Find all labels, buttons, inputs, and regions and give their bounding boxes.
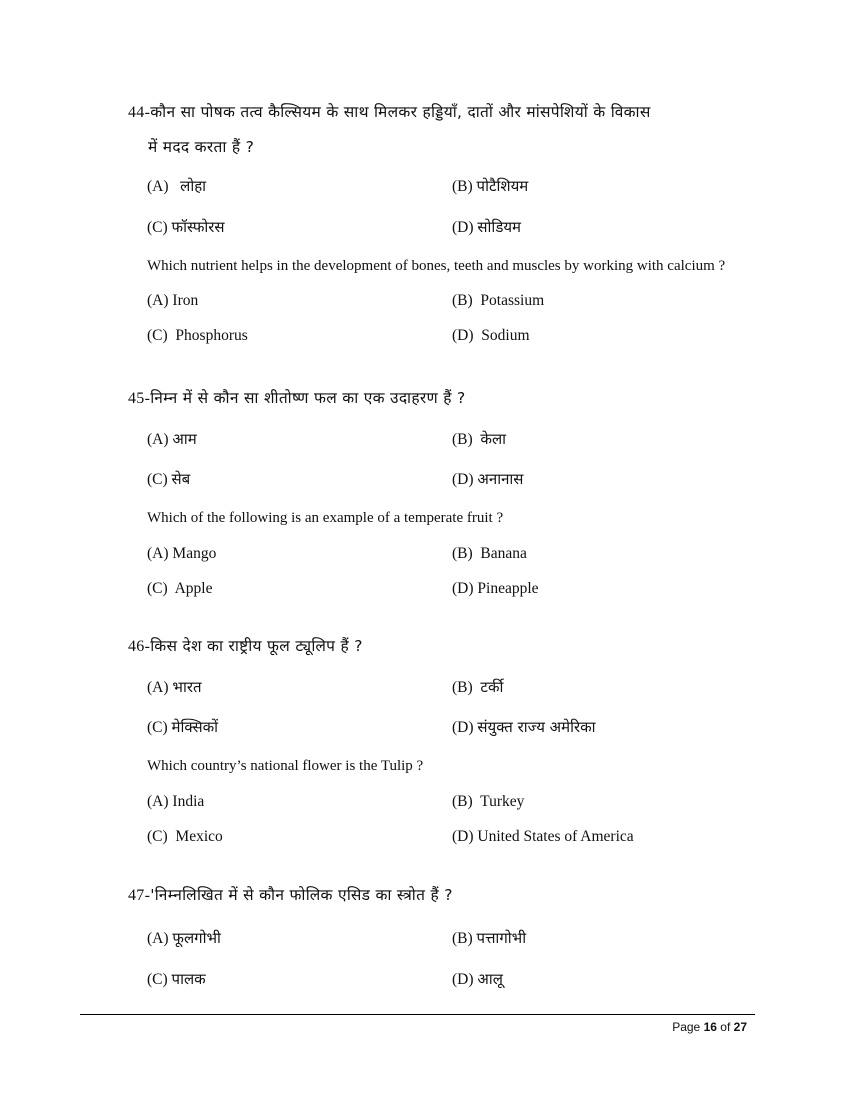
q44-hindi-option-a: (A) लोहा — [147, 177, 207, 195]
q45-hindi-option-d: (D) अनानास — [452, 470, 524, 488]
q44-english-option-c: (C) Phosphorus — [147, 327, 248, 344]
question-number: 47- — [128, 887, 151, 904]
total-pages: 27 — [733, 1020, 747, 1034]
footer-divider — [80, 1014, 755, 1015]
q44-hindi-option-b: (B) पोटैशियम — [452, 177, 529, 195]
q46-english-option-a: (A) India — [147, 793, 205, 810]
question-45-hindi — [128, 381, 750, 416]
question-text-line2: में मदद करता हैं ? — [148, 138, 255, 156]
q45-hindi-option-a: (A) आम — [147, 430, 197, 448]
question-text-line1: 'निम्नलिखित में से कौन फोलिक एसिड का स्त्रोत हैं ? — [150, 886, 453, 904]
q46-english-option-d: (D) United States of America — [452, 828, 634, 845]
q45-english-option-a: (A) Mango — [147, 545, 217, 562]
q47-hindi-option-c: (C) पालक — [147, 970, 206, 988]
q44-english-option-d: (D) Sodium — [452, 327, 530, 344]
q44-english-option-a: (A) Iron — [147, 292, 199, 309]
q46-english-text: Which country’s national flower is the Tulip ? — [147, 758, 424, 774]
of-word: of — [720, 1020, 731, 1034]
q45-english-text: Which of the following is an example of a temperate fruit ? — [147, 510, 504, 526]
q44-english-option-b: (B) Potassium — [452, 292, 545, 309]
q44-hindi-option-d: (D) सोडियम — [452, 218, 522, 236]
question-number: 44- — [128, 104, 151, 121]
page-word: Page — [672, 1020, 701, 1034]
q44-english-text: Which nutrient helps in the development of bones, teeth and muscles by working with calcium ? — [147, 258, 726, 274]
q46-hindi-option-c: (C) मेक्सिकों — [147, 718, 219, 736]
q46-hindi-option-d: (D) संयुक्त राज्य अमेरिका — [452, 718, 596, 736]
question-47-hindi — [128, 878, 750, 913]
current-page: 16 — [703, 1020, 717, 1034]
q45-english-option-b: (B) Banana — [452, 545, 527, 562]
question-46-hindi — [128, 629, 750, 664]
q46-hindi-option-b: (B) टर्की — [452, 678, 504, 696]
q47-hindi-option-a: (A) फूलगोभी — [147, 929, 221, 947]
question-text-line1: कौन सा पोषक तत्व कैल्सियम के साथ मिलकर हड्डियाँ, दातों और मांसपेशियों के विकास — [150, 103, 651, 121]
question-text-line1: निम्न में से कौन सा शीतोष्ण फल का एक उदाहरण हैं ? — [150, 389, 466, 407]
q45-hindi-option-b: (B) केला — [452, 430, 506, 448]
q47-hindi-option-d: (D) आलू — [452, 970, 503, 988]
q46-english-option-c: (C) Mexico — [147, 828, 223, 845]
q45-english-option-d: (D) Pineapple — [452, 580, 539, 597]
question-44-hindi — [128, 95, 750, 164]
question-number: 46- — [128, 638, 151, 655]
question-number: 45- — [128, 390, 151, 407]
q46-hindi-option-a: (A) भारत — [147, 678, 202, 696]
q45-hindi-option-c: (C) सेब — [147, 470, 191, 488]
question-text-line1: किस देश का राष्ट्रीय फूल ट्यूलिप हैं ? — [150, 637, 363, 655]
page-number — [672, 1020, 747, 1034]
q46-english-option-b: (B) Turkey — [452, 793, 525, 810]
q47-hindi-option-b: (B) पत्तागोभी — [452, 929, 527, 947]
q44-hindi-option-c: (C) फॉस्फोरस — [147, 218, 225, 236]
q45-english-option-c: (C) Apple — [147, 580, 213, 597]
